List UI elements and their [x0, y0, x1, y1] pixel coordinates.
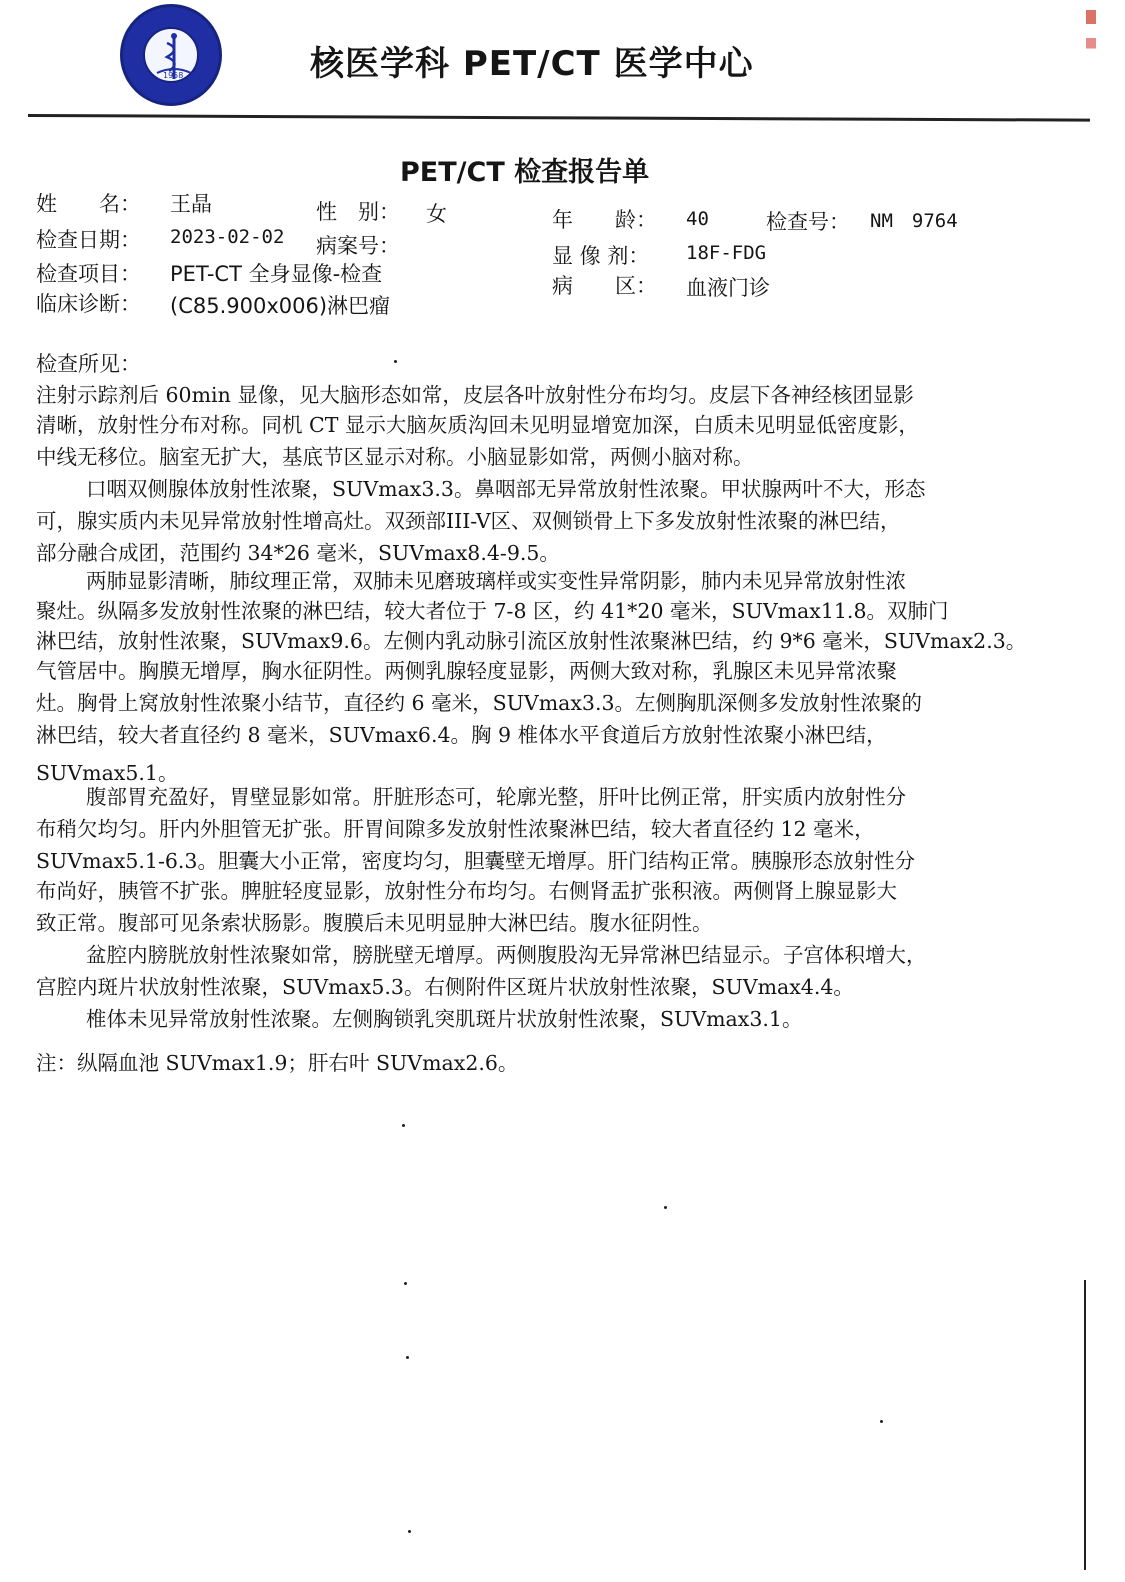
- findings-line: 聚灶。纵隔多发放射性浓聚的淋巴结，较大者位于 7-8 区，约 41*20 毫米，SUVmax11.8。双肺门: [36, 599, 949, 623]
- findings-line: SUVmax5.1。: [36, 761, 179, 785]
- diagnosis-value: (C85.900x006)淋巴瘤: [170, 294, 391, 318]
- findings-line: 灶。胸骨上窝放射性浓聚小结节，直径约 6 毫米，SUVmax3.3。左侧胸肌深侧多发放射性浓聚的: [36, 691, 923, 715]
- exam-date-value: 2023-02-02: [170, 226, 285, 248]
- scan-speck: [406, 1356, 409, 1359]
- header-divider: [28, 114, 1090, 122]
- findings-line: SUVmax5.1-6.3。胆囊大小正常，密度均匀，胆囊壁无增厚。肝门结构正常。胰腺形态放射性分: [36, 849, 915, 873]
- tracer-label: 显 像 剂：: [552, 244, 650, 268]
- logo-year: 1958: [163, 71, 184, 80]
- findings-line: 口咽双侧腺体放射性浓聚，SUVmax3.3。鼻咽部无异常放射性浓聚。甲状腺两叶不大，形态: [86, 477, 926, 501]
- exam-no-value: NM 9764: [870, 210, 958, 232]
- hospital-emblem-icon: [120, 4, 222, 106]
- findings-line: 中线无移位。脑室无扩大，基底节区显示对称。小脑显影如常，两侧小脑对称。: [36, 445, 754, 469]
- scan-speck: [880, 1420, 883, 1423]
- findings-line: 盆腔内膀胱放射性浓聚如常，膀胱壁无增厚。两侧腹股沟无异常淋巴结显示。子宫体积增大，: [86, 943, 927, 967]
- scan-speck: [394, 360, 397, 363]
- findings-title: 检查所见：: [36, 352, 141, 376]
- paper-edge-mark: [1086, 10, 1096, 80]
- case-no-label: 病案号：: [316, 234, 400, 258]
- age-value: 40: [686, 208, 709, 230]
- scan-speck: [408, 1530, 411, 1533]
- age-label: 年 龄：: [552, 208, 657, 232]
- findings-line: 布尚好，胰管不扩张。脾脏轻度显影，放射性分布均匀。右侧肾盂扩张积液。两侧肾上腺显影大: [36, 879, 897, 903]
- findings-line: 部分融合成团，范围约 34*26 毫米，SUVmax8.4-9.5。: [36, 541, 560, 565]
- name-value: 王晶: [170, 192, 212, 216]
- name-label: 姓 名：: [36, 192, 141, 216]
- tracer-value: 18F-FDG: [686, 242, 767, 264]
- findings-line: 淋巴结，放射性浓聚，SUVmax9.6。左侧内乳动脉引流区放射性浓聚淋巴结，约 9*6 毫米，SUVmax2.3。: [36, 629, 1027, 653]
- department-title: 核医学科 PET/CT 医学中心: [310, 44, 754, 84]
- scan-speck: [404, 1282, 407, 1285]
- report-title: PET/CT 检查报告单: [400, 157, 650, 188]
- gender-label: 性 别：: [316, 200, 400, 224]
- findings-line: 可，腺实质内未见异常放射性增高灶。双颈部III-V区、双侧锁骨上下多发放射性浓聚的淋巴结，: [36, 509, 901, 533]
- findings-line: 淋巴结，较大者直径约 8 毫米，SUVmax6.4。胸 9 椎体水平食道后方放射性浓聚小淋巴结，: [36, 723, 887, 747]
- exam-item-label: 检查项目：: [36, 262, 141, 286]
- findings-line: 气管居中。胸膜无增厚，胸水征阴性。两侧乳腺轻度显影，两侧大致对称，乳腺区未见异常浓聚: [36, 659, 897, 683]
- findings-line: 注射示踪剂后 60min 显像，见大脑形态如常，皮层各叶放射性分布均匀。皮层下各神经核团显影: [36, 383, 914, 407]
- findings-line: 致正常。腹部可见条索状肠影。腹膜后未见明显肿大淋巴结。腹水征阴性。: [36, 911, 713, 935]
- gender-value: 女: [426, 202, 447, 226]
- exam-item-value: PET-CT 全身显像-检查: [170, 262, 383, 286]
- findings-line: 布稍欠均匀。肝内外胆管无扩张。肝胃间隙多发放射性浓聚淋巴结，较大者直径约 12 毫米，: [36, 817, 875, 841]
- findings-line: 两肺显影清晰，肺纹理正常，双肺未见磨玻璃样或实变性异常阴影，肺内未见异常放射性浓: [86, 569, 906, 593]
- findings-line: 宫腔内斑片状放射性浓聚，SUVmax5.3。右侧附件区斑片状放射性浓聚，SUVmax4.4。: [36, 975, 854, 999]
- findings-line: 椎体未见异常放射性浓聚。左侧胸锁乳突肌斑片状放射性浓聚，SUVmax3.1。: [86, 1007, 803, 1031]
- exam-date-label: 检查日期：: [36, 228, 141, 252]
- scan-speck: [664, 1206, 667, 1209]
- ward-label: 病 区：: [552, 274, 657, 298]
- findings-line: 腹部胃充盈好，胃壁显影如常。肝脏形态可，轮廓光整，肝叶比例正常，肝实质内放射性分: [86, 785, 906, 809]
- paper-edge-line: [1084, 1280, 1086, 1570]
- findings-line: 清晰，放射性分布对称。同机 CT 显示大脑灰质沟回未见明显增宽加深，白质未见明显低密度影，: [36, 413, 919, 437]
- scan-speck: [402, 1124, 405, 1127]
- findings-note: 注：纵隔血池 SUVmax1.9；肝右叶 SUVmax2.6。: [36, 1051, 519, 1075]
- ward-value: 血液门诊: [686, 276, 770, 300]
- diagnosis-label: 临床诊断：: [36, 292, 141, 316]
- exam-no-label: 检查号：: [766, 210, 850, 234]
